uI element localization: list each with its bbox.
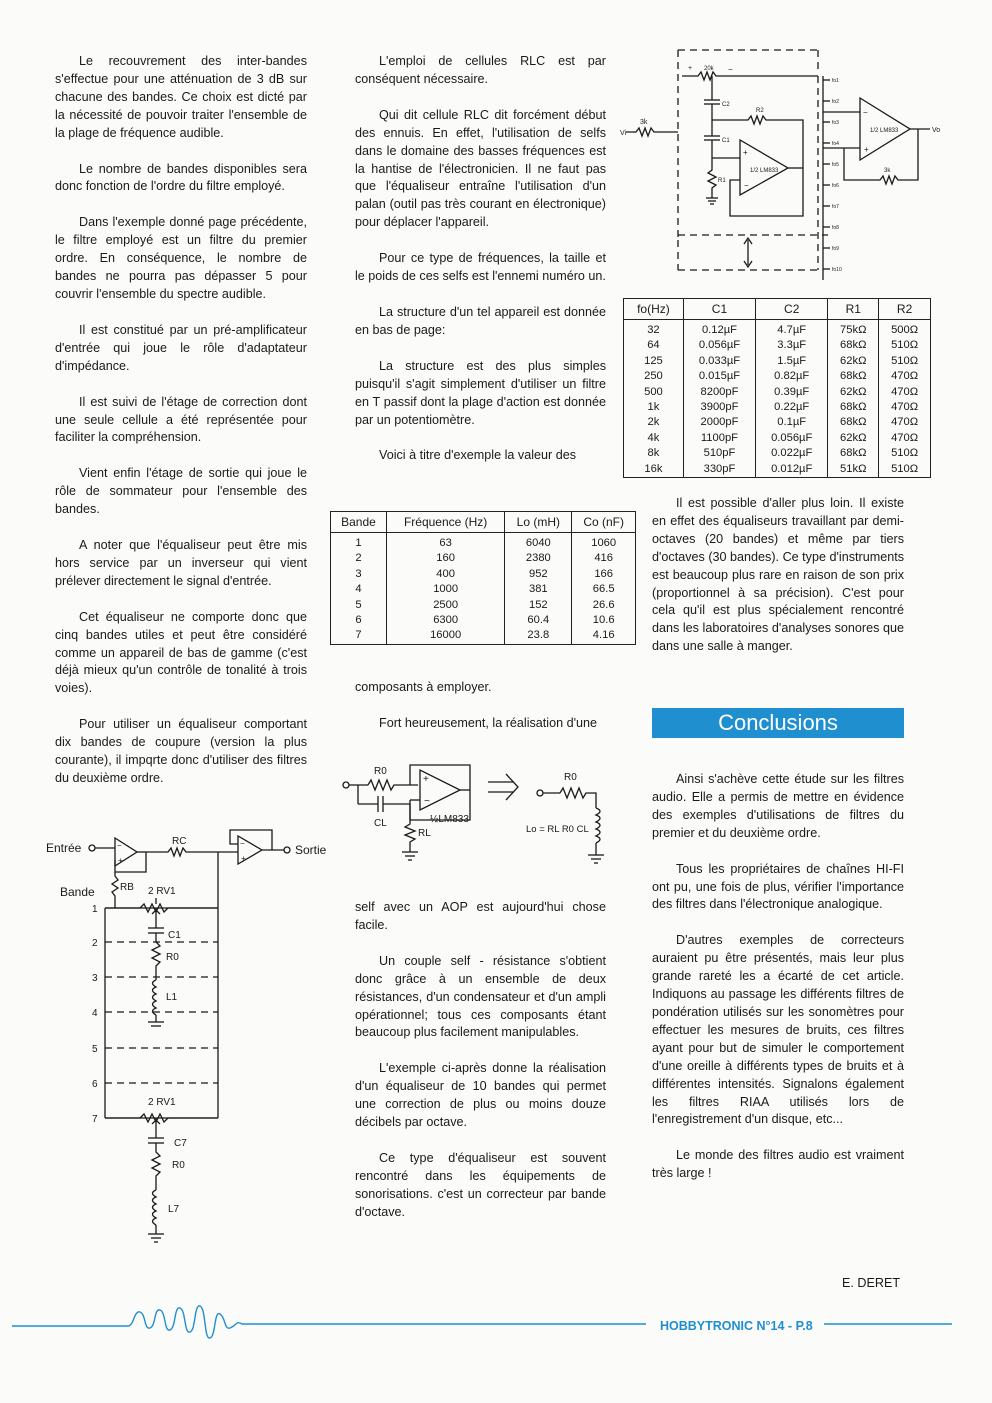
table-row <box>624 462 931 478</box>
band-tap-label: fo2 <box>832 99 839 105</box>
label-3k-fb: 3k <box>884 168 891 174</box>
table-cell: 510Ω <box>879 338 931 353</box>
label-vi: Vi <box>620 130 627 137</box>
component-table <box>623 298 931 478</box>
band-number: 5 <box>92 1044 98 1055</box>
label-r2: R2 <box>756 108 764 114</box>
band-tap-label: fo5 <box>832 162 839 168</box>
band-tap-label: fo1 <box>832 78 839 84</box>
table-cell: 60.4 <box>505 613 572 628</box>
table-header: C1 <box>683 299 755 320</box>
paragraph: Voici à titre d'exemple la valeur des <box>379 448 577 463</box>
svg-text:+: + <box>688 65 693 72</box>
paragraph: Le nombre de bandes disponibles sera donc fonction de l'ordre du filtre employé. <box>55 161 307 194</box>
label-l1: L1 <box>166 992 178 1003</box>
paragraph: Ainsi s'achève cette étude sur les filtres audio. Elle a permis de mettre en évidence des exemples d'utilisations de filtres du premier et du deuxième ordre. <box>652 772 904 840</box>
table-cell: 51kΩ <box>828 462 879 478</box>
label-rv-top: 2 RV1 <box>148 886 176 897</box>
label-entree: Entrée <box>46 841 82 855</box>
table-cell: 500Ω <box>879 320 931 339</box>
table-cell: 2000pF <box>683 415 755 430</box>
paragraph: Il est constitué par un pré-amplificateur d'entrée qui joue le rôle d'adaptateur d'impédance. <box>55 322 307 373</box>
table-cell: 4 <box>331 582 387 597</box>
table-cell: 952 <box>505 567 572 582</box>
paragraph: Cet équaliseur ne comporte donc que cinq bandes utiles et peut être considéré comme un appareil de bas de gamme (c'est déjà mieux qu'un contrôle de tonalité à trois voies). <box>55 609 307 696</box>
band-tap-label: fo9 <box>832 246 839 252</box>
table-cell: 0.056µF <box>756 431 828 446</box>
table-header: Fréquence (Hz) <box>386 512 504 533</box>
table-cell: 0.012µF <box>756 462 828 478</box>
table-cell: 26.6 <box>572 598 636 613</box>
band-number: 6 <box>92 1079 98 1090</box>
author: E. DERET <box>842 1276 901 1290</box>
table-cell: 62kΩ <box>828 385 879 400</box>
svg-text:−: − <box>863 108 868 117</box>
paragraph: Fort heureusement, la réalisation d'une <box>379 715 598 730</box>
column-1 <box>55 53 307 806</box>
table-cell: 4k <box>624 431 684 446</box>
table-cell: 68kΩ <box>828 338 879 353</box>
table-cell: 4.7µF <box>756 320 828 339</box>
equalizer-5-band-schematic <box>40 822 340 1262</box>
label-sortie: Sortie <box>295 843 327 857</box>
band-tap-label: fo6 <box>832 183 839 189</box>
paragraph: Ce type d'équaliseur est souvent rencontré dans les équipements de sonorisations. c'est un correcteur par bande d'octave. <box>355 1150 606 1219</box>
table-cell: 0.033µF <box>683 354 755 369</box>
table-cell: 125 <box>624 354 684 369</box>
svg-text:+: + <box>864 145 869 154</box>
table-cell: 68kΩ <box>828 446 879 461</box>
label-rl: RL <box>418 828 431 839</box>
table-header: Bande <box>331 512 387 533</box>
table-cell: 510Ω <box>879 446 931 461</box>
table-cell: 250 <box>624 369 684 384</box>
table-cell: 400 <box>386 567 504 582</box>
table-cell: 0.12µF <box>683 320 755 339</box>
table-header: fo(Hz) <box>624 299 684 320</box>
table-row <box>624 354 931 369</box>
table-cell: 470Ω <box>879 400 931 415</box>
conclusions-heading: Conclusions <box>652 708 904 738</box>
table-row <box>624 446 931 461</box>
column-3-top <box>652 495 904 674</box>
label-l7: L7 <box>168 1204 180 1215</box>
table-cell: 3 <box>331 567 387 582</box>
table-row <box>624 431 931 446</box>
table-cell: 7 <box>331 628 387 644</box>
table-cell: 68kΩ <box>828 400 879 415</box>
table-cell: 2k <box>624 415 684 430</box>
table-cell: 1000 <box>386 582 504 597</box>
table-cell: 381 <box>505 582 572 597</box>
svg-text:+: + <box>241 854 246 863</box>
band-number: 1 <box>92 904 98 915</box>
band-tap-label: fo8 <box>832 225 839 231</box>
label-bande: Bande <box>60 885 95 899</box>
table-cell: 3.3µF <box>756 338 828 353</box>
footer-wave <box>0 1290 992 1350</box>
label-r0-bottom: R0 <box>172 1160 185 1171</box>
table-cell: 2 <box>331 551 387 566</box>
table-header: R2 <box>879 299 931 320</box>
table-row <box>331 613 636 628</box>
label-c1: C1 <box>168 930 181 941</box>
band-tap-label: fo7 <box>832 204 839 210</box>
table-header: Lo (mH) <box>505 512 572 533</box>
table-cell: 0.39µF <box>756 385 828 400</box>
paragraph: A noter que l'équaliseur peut être mis hors service par un inverseur qui vient prélever directement le signal d'entrée. <box>55 538 307 588</box>
paragraph: composants à employer. <box>355 680 492 694</box>
column-2-bottom <box>355 899 606 1240</box>
svg-text:−: − <box>744 181 749 190</box>
table-row <box>624 400 931 415</box>
table-cell: 3900pF <box>683 400 755 415</box>
table-cell: 470Ω <box>879 369 931 384</box>
table-cell: 64 <box>624 338 684 353</box>
table-cell: 470Ω <box>879 385 931 400</box>
table-cell: 1100pF <box>683 431 755 446</box>
label-amp: ½LM833 <box>430 814 469 825</box>
paragraph: Le monde des filtres audio est vraiment très large ! <box>652 1148 904 1181</box>
table-cell: 0.22µF <box>756 400 828 415</box>
gyrator-schematic <box>338 760 608 880</box>
band-number: 7 <box>92 1114 98 1125</box>
svg-text:−: − <box>117 841 122 850</box>
label-r0: R0 <box>374 766 387 777</box>
footer-title: HOBBYTRONIC N°14 - P.8 <box>660 1319 813 1333</box>
label-vo: Vo <box>932 127 941 134</box>
label-c2: C2 <box>722 102 730 108</box>
table-cell: 66.5 <box>572 582 636 597</box>
table-cell: 416 <box>572 551 636 566</box>
band-tap-label: fo3 <box>832 120 839 126</box>
column-2-top <box>355 53 606 483</box>
paragraph: Qui dit cellule RLC dit forcément début des ennuis. En effet, l'utilisation de selfs dans le domaine des basses fréquences est la hantise de l'électronicien. Il ne faut pas que l'équaliseur entraîne l'utilisation d'un palan (outil pas très courant en électronique) pour déplacer l'appareil. <box>355 107 606 230</box>
table-cell: 166 <box>572 567 636 582</box>
label-formula: Lo = RL R0 CL <box>526 824 589 835</box>
band-tap-label: fo4 <box>832 141 839 147</box>
paragraph: Tous les propriétaires de chaînes HI-FI ont pu, une fois de plus, vérifier l'importance des filtres dans l'électronique analogique. <box>652 861 904 912</box>
table-header: C2 <box>756 299 828 320</box>
table-row <box>624 415 931 430</box>
paragraph: L'exemple ci-après donne la réalisation d'un équaliseur de 10 bandes qui permet une correction de plus ou moins douze décibels par octave. <box>355 1061 606 1130</box>
table-row <box>331 533 636 552</box>
label-rc: RC <box>172 836 187 847</box>
label-cl: CL <box>374 818 387 829</box>
svg-text:+: + <box>423 774 429 785</box>
paragraph: L'emploi de cellules RLC est par conséquent nécessaire. <box>355 54 606 86</box>
band-table <box>330 511 636 645</box>
table-cell: 0.056µF <box>683 338 755 353</box>
table-cell: 1 <box>331 533 387 552</box>
column-3-bottom <box>652 771 904 1201</box>
paragraph: Un couple self - résistance s'obtient donc grâce à un ensemble de deux résistances, d'un condensateur et d'un ampli opérationnel; tous ces composants étant beaucoup plus facilement manipulables. <box>355 953 606 1040</box>
svg-text:−: − <box>240 839 245 848</box>
column-2-mid <box>355 679 606 751</box>
table-cell: 8200pF <box>683 385 755 400</box>
svg-text:+: + <box>118 856 123 865</box>
paragraph: La structure d'un tel appareil est donnée en bas de page: <box>355 304 606 337</box>
table-row <box>331 551 636 566</box>
table-cell: 6040 <box>505 533 572 552</box>
table-cell: 75kΩ <box>828 320 879 339</box>
table-cell: 32 <box>624 320 684 339</box>
table-cell: 6 <box>331 613 387 628</box>
band-tap-label: fo10 <box>832 267 842 273</box>
label-r0: R0 <box>166 952 179 963</box>
paragraph: Pour ce type de fréquences, la taille et le poids de ces selfs est l'ennemi numéro un. <box>355 251 606 284</box>
component-table-body <box>624 320 931 478</box>
label-c1: C1 <box>722 138 730 144</box>
table-cell: 62kΩ <box>828 431 879 446</box>
table-cell: 1k <box>624 400 684 415</box>
table-cell: 16000 <box>386 628 504 644</box>
band-table-body <box>331 533 636 645</box>
table-cell: 16k <box>624 462 684 478</box>
table-row <box>331 567 636 582</box>
label-amp2: 1/2 LM833 <box>870 128 899 134</box>
table-cell: 8k <box>624 446 684 461</box>
paragraph: D'autres exemples de correcteurs auraient pu être présentés, mais leur plus grande rareté les a écarté de cet article. Indiquons au passage les différents filtres de pondération utilisés sur les sonomètres pour effectuer les mesures de bruits, ces filtres ayant pour but de simuler le comportement d'une oreille à différents types de bruits et à différentes intensités. Signalons également les filtres RIAA utilisés lors de l'enregistrement d'un disque, etc... <box>652 933 904 1127</box>
table-header: R1 <box>828 299 879 320</box>
equalizer-10-band-schematic <box>618 40 948 292</box>
table-cell: 510Ω <box>879 462 931 478</box>
table-cell: 6300 <box>386 613 504 628</box>
table-row <box>331 598 636 613</box>
table-cell: 160 <box>386 551 504 566</box>
label-r0-right: R0 <box>564 772 577 783</box>
label-amp1: 1/2 LM833 <box>750 168 779 174</box>
band-number: 2 <box>92 938 98 949</box>
table-row <box>331 628 636 644</box>
table-header: Co (nF) <box>572 512 636 533</box>
table-cell: 0.82µF <box>756 369 828 384</box>
paragraph: self avec un AOP est aujourd'hui chose facile. <box>355 900 606 932</box>
table-cell: 500 <box>624 385 684 400</box>
table-cell: 5 <box>331 598 387 613</box>
paragraph: Dans l'exemple donné page précédente, le filtre employé est un filtre du premier ordre. En conséquence, le nombre de bandes ne pourra pas dépasser 5 pour couvrir l'ensemble du spectre audible. <box>55 215 307 301</box>
table-cell: 63 <box>386 533 504 552</box>
table-cell: 1060 <box>572 533 636 552</box>
table-cell: 470Ω <box>879 431 931 446</box>
paragraph: Pour utiliser un équaliseur comportant dix bandes de coupure (version la plus courante), il impqrte donc d'utiliser des filtres du deuxième ordre. <box>55 717 307 785</box>
table-row <box>624 320 931 339</box>
label-3k-in: 3k <box>640 119 648 126</box>
table-cell: 330pF <box>683 462 755 478</box>
table-cell: 2500 <box>386 598 504 613</box>
paragraph: Il est suivi de l'étage de correction dont une seule cellule a été représentée pour faciliter la compréhension. <box>55 394 307 445</box>
table-cell: 62kΩ <box>828 354 879 369</box>
paragraph: Le recouvrement des inter-bandes s'effectue pour une atténuation de 3 dB sur chacune des bandes. Ce choix est dicté par la nécessité de pouvoir traiter l'ensemble de la plage de fréquence audible. <box>55 54 307 140</box>
band-number: 3 <box>92 973 98 984</box>
label-rb: RB <box>120 882 134 893</box>
paragraph: Vient enfin l'étage de sortie qui joue le rôle de sommateur pour l'ensemble des bandes. <box>55 466 307 517</box>
svg-text:−: − <box>728 65 733 74</box>
label-rv-bottom: 2 RV1 <box>148 1097 176 1108</box>
table-cell: 1.5µF <box>756 354 828 369</box>
table-cell: 10.6 <box>572 613 636 628</box>
table-cell: 510pF <box>683 446 755 461</box>
table-cell: 23.8 <box>505 628 572 644</box>
table-row <box>624 369 931 384</box>
svg-text:+: + <box>743 148 748 157</box>
table-row <box>624 338 931 353</box>
label-r1: R1 <box>718 178 726 184</box>
table-cell: 0.1µF <box>756 415 828 430</box>
table-cell: 0.022µF <box>756 446 828 461</box>
table-cell: 470Ω <box>879 415 931 430</box>
paragraph: Il est possible d'aller plus loin. Il existe en effet des équaliseurs travaillant par demi-octaves (20 bandes) et même par tiers d'octaves (30 bandes). Ce type d'instruments est beaucoup plus rare en raison de son prix (proportionnel à sa précision). C'est pour cela qu'il est plus spécialement rencontré dans les laboratoires d'analyses sonores que dans une salle à manger. <box>652 496 904 654</box>
table-cell: 68kΩ <box>828 369 879 384</box>
label-c7: C7 <box>174 1138 187 1149</box>
label-20k: 20k <box>704 66 714 72</box>
table-cell: 510Ω <box>879 354 931 369</box>
table-cell: 0.015µF <box>683 369 755 384</box>
band-number: 4 <box>92 1008 98 1019</box>
table-cell: 152 <box>505 598 572 613</box>
paragraph: La structure est des plus simples puisqu'il s'agit simplement d'utiliser un filtre en T passif dont la plage d'action est donnée par un potentiomètre. <box>355 358 606 427</box>
svg-text:−: − <box>424 796 430 807</box>
table-cell: 4.16 <box>572 628 636 644</box>
table-cell: 2380 <box>505 551 572 566</box>
table-cell: 68kΩ <box>828 415 879 430</box>
table-row <box>624 385 931 400</box>
table-row <box>331 582 636 597</box>
